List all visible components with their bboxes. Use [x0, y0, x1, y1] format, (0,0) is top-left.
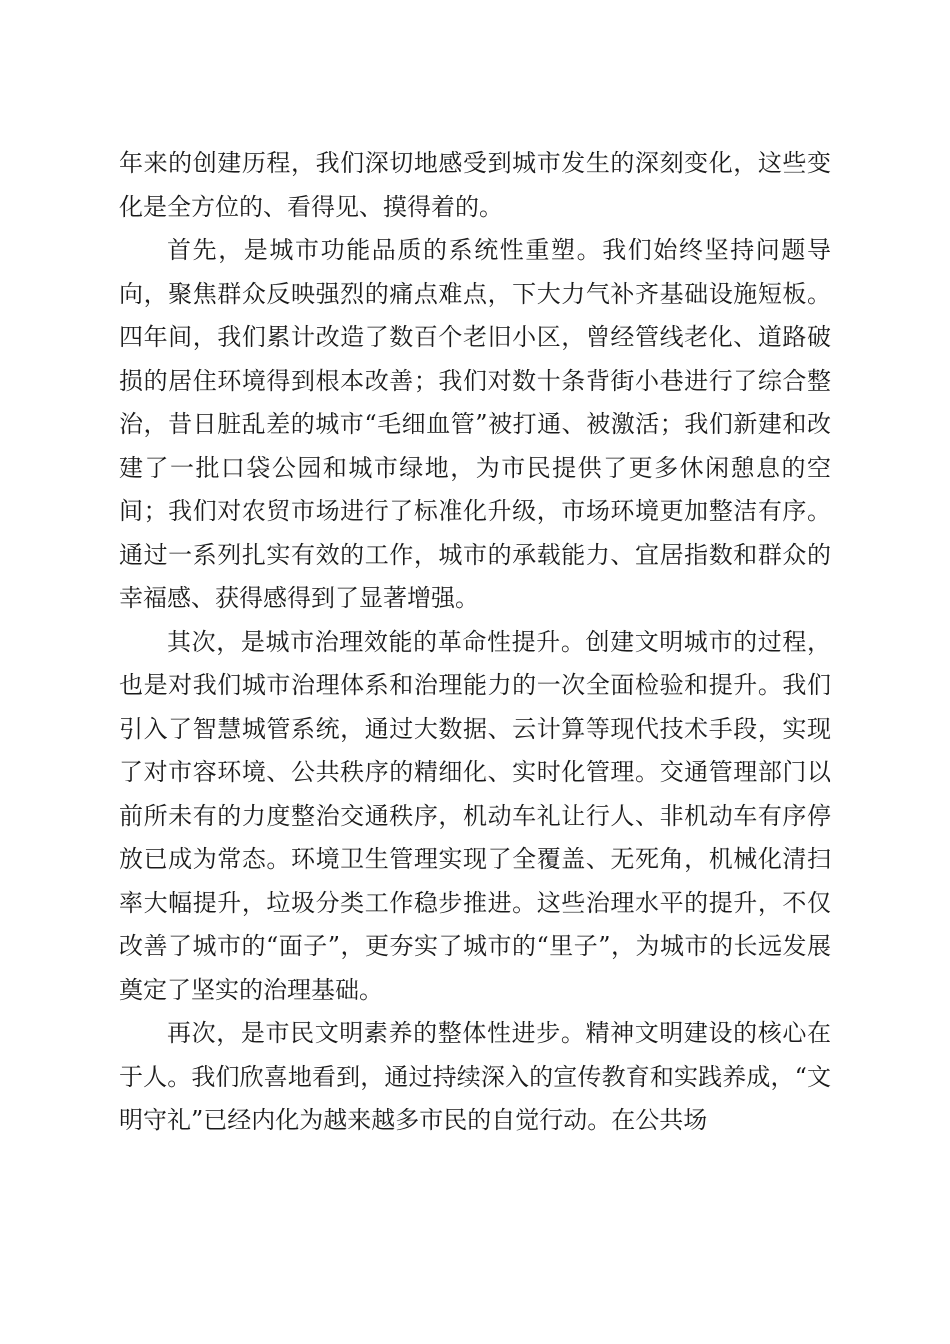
paragraph-continuation: 年来的创建历程，我们深切地感受到城市发生的深刻变化，这些变化是全方位的、看得见、摸得着的。	[119, 149, 831, 221]
paragraph-civic-literacy: 再次，是市民文明素养的整体性进步。精神文明建设的核心在于人。我们欣喜地看到，通过持续深入的宣传教育和实践养成，“文明守礼”已经内化为越来越多市民的自觉行动。在公共场	[119, 1019, 831, 1134]
document-body	[119, 142, 831, 1143]
paragraph-urban-governance: 其次，是城市治理效能的革命性提升。创建文明城市的过程，也是对我们城市治理体系和治理能力的一次全面检验和提升。我们引入了智慧城管系统，通过大数据、云计算等现代技术手段，实现了对市容环境、公共秩序的精细化、实时化管理。交通管理部门以前所未有的力度整治交通秩序，机动车礼让行人、非机动车有序停放已成为常态。环境卫生管理实现了全覆盖、无死角，机械化清扫率大幅提升，垃圾分类工作稳步推进。这些治理水平的提升，不仅改善了城市的“面子”，更夯实了城市的“里子”，为城市的长远发展奠定了坚实的治理基础。	[119, 627, 831, 1004]
paragraph-urban-function: 首先，是城市功能品质的系统性重塑。我们始终坚持问题导向，聚焦群众反映强烈的痛点难点，下大力气补齐基础设施短板。四年间，我们累计改造了数百个老旧小区，曾经管线老化、道路破损的居住环境得到根本改善；我们对数十条背街小巷进行了综合整治，昔日脏乱差的城市“毛细血管”被打通、被激活；我们新建和改建了一批口袋公园和城市绿地，为市民提供了更多休闲憩息的空间；我们对农贸市场进行了标准化升级，市场环境更加整洁有序。通过一系列扎实有效的工作，城市的承载能力、宜居指数和群众的幸福感、获得感得到了显著增强。	[119, 236, 831, 612]
